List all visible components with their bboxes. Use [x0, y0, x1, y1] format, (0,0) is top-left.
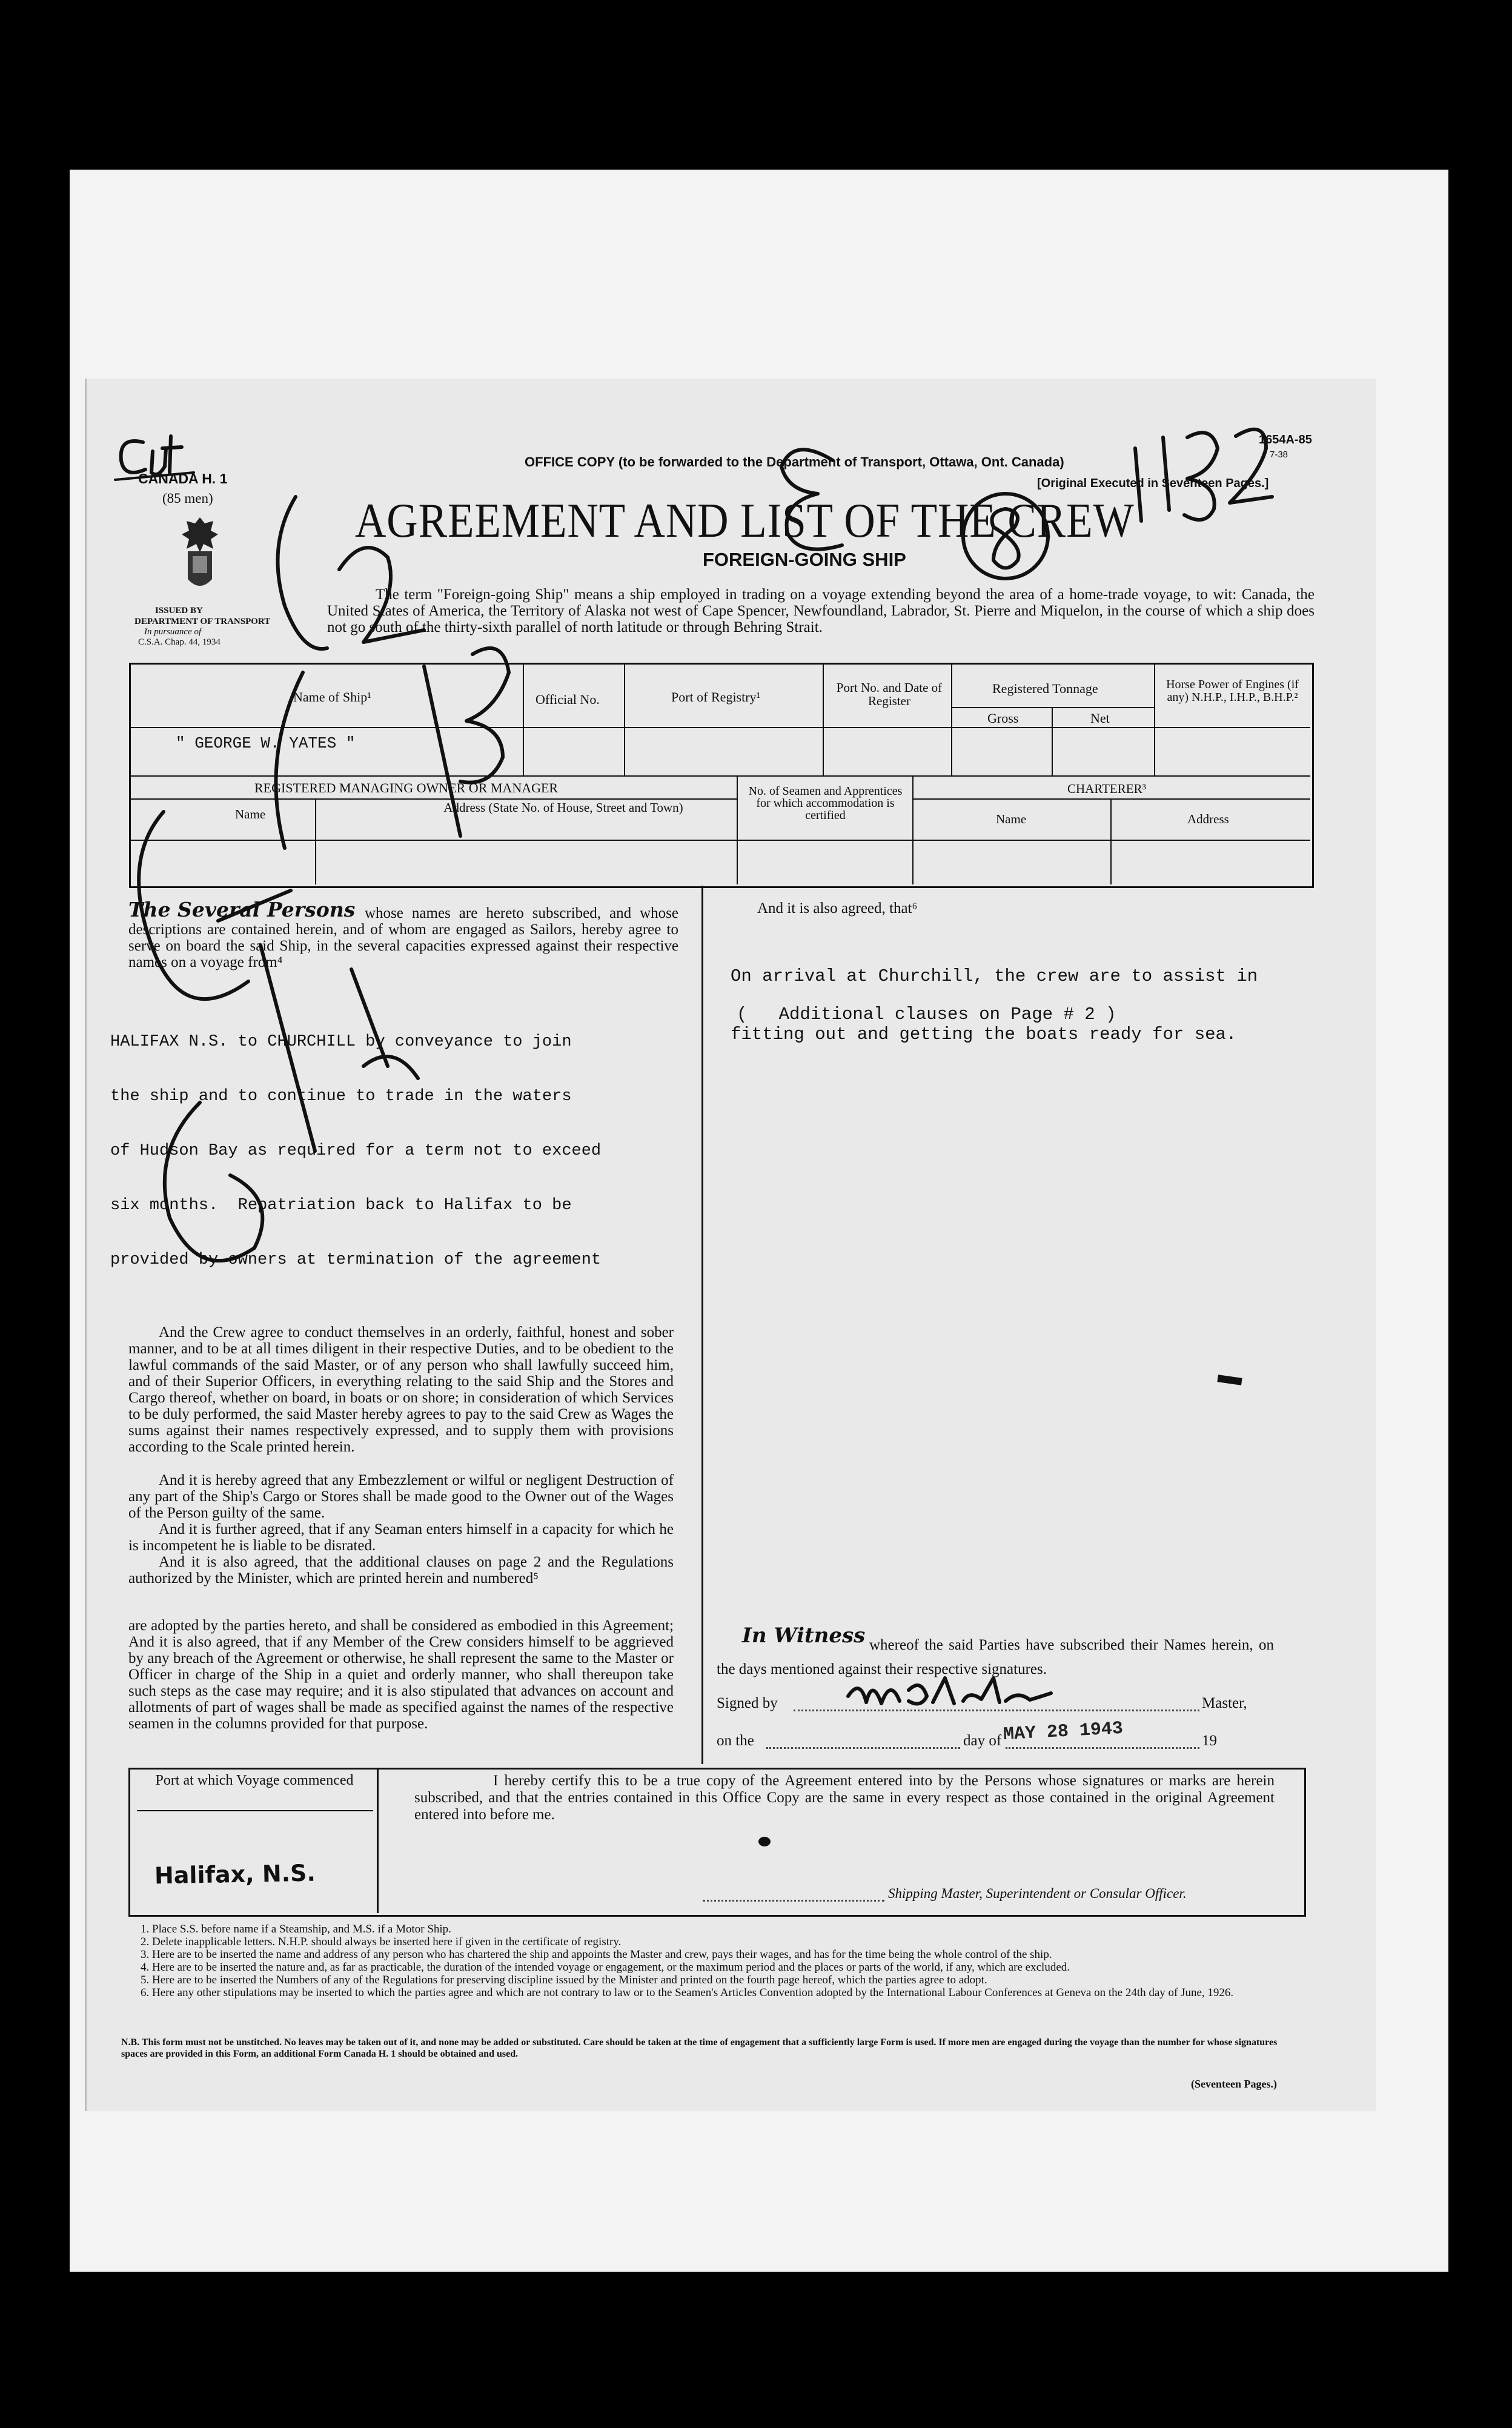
department: DEPARTMENT OF TRANSPORT: [134, 617, 271, 626]
stipulation-line: fitting out and getting the boats ready for sea.: [731, 1024, 1237, 1044]
voyage-line: provided by owners at termination of the agreement: [110, 1251, 602, 1269]
shipping-master-label: Shipping Master, Superintendent or Consular Officer.: [888, 1886, 1187, 1901]
voyage-description: [110, 997, 601, 1287]
form-date: 7-38: [1270, 449, 1288, 460]
ship-name-label: Name of Ship¹: [293, 689, 371, 705]
foreign-going-definition: The term "Foreign-going Ship" means a ship employed in trading on a voyage extending beyond the area of a home-trade voyage, to wit: Canada, the United States of America, the Territory of Alaska not west of Cape Spencer, Newfoundland, Labrador, St. Pierre and Miquelon, in the course of which a ship does not go south of the thirty-sixth parallel of north latitude or through Behring Strait.: [327, 586, 1315, 635]
voyage-line: HALIFAX N.S. to CHURCHILL by conveyance to join: [110, 1033, 572, 1051]
on-the-label: on the: [717, 1733, 754, 1749]
port-date-label: Port No. and Date of Register: [836, 680, 943, 708]
original-executed: [Original Executed in Seventeen Pages.]: [1037, 477, 1269, 490]
port-stamp: Halifax, N.S.: [154, 1859, 316, 1889]
charterer-name-label: Name: [996, 812, 1027, 826]
footnote: 4. Here are to be inserted the nature and, as far as practicable, the duration of the intended voyage or engagement, or the maximum period and the places or parts of the world, if any, which are excluded.: [141, 1961, 1070, 1974]
day-of-label: day of: [963, 1733, 1002, 1749]
seventeen-pages: (Seventeen Pages.): [1191, 2078, 1277, 2090]
voyage-line: of Hudson Bay as required for a term not to exceed: [110, 1142, 602, 1160]
additional-clauses-clause: And it is also agreed, that the additional clauses on page 2 and the Regulations authorized by the Minister, which are printed herein and numbered⁵: [128, 1554, 674, 1587]
charterer-label: CHARTERER³: [1067, 781, 1146, 796]
gross-label: Gross: [987, 711, 1019, 726]
crew-agree-clause: And the Crew agree to conduct themselves in an orderly, faithful, honest and sober manner, and to be at all times diligent in their respective Duties, and to be obedient to the lawful commands of the said Master, or of any person who shall lawfully succeed him, and of their Superior Officers, in everything relating to the said Ship and the Stores and Cargo thereof, whether on board, in boats or on shore; in consideration of which Services to be duly performed, the said Master hereby agrees to pay to the said Crew as Wages the sums against their names respectively expressed, and to supply them with provisions according to the Scale printed herein.: [128, 1324, 674, 1455]
issued-by: ISSUED BY: [155, 606, 203, 615]
stipulation-line: On arrival at Churchill, the crew are to assist in: [731, 966, 1258, 986]
master-label: Master,: [1202, 1695, 1247, 1711]
voyage-line: six months. Repatriation back to Halifax to be: [110, 1196, 572, 1215]
net-label: Net: [1090, 711, 1110, 726]
incompetent-clause: And it is further agreed, that if any Seaman enters himself in a capacity for which he is incompetent he is liable to be disrated.: [128, 1521, 674, 1554]
certification-text: I hereby certify this to be a true copy of the Agreement entered into by the Persons whose signatures or marks are herein subscribed, and that the entries contained in this Office Copy are the same in every respect as those contained in the original Agreement entered into before me.: [414, 1773, 1275, 1823]
voyage-line: the ship and to continue to trade in the waters: [110, 1087, 572, 1106]
month-line: [1006, 1747, 1199, 1749]
signed-by-label: Signed by: [717, 1695, 778, 1711]
witness-text: whereof the said Parties have subscribed their Names herein, on the days mentioned against their respective signatures.: [717, 1637, 1274, 1677]
footnote: 6. Here any other stipulations may be inserted to which the parties agree and which are not contrary to law or to the Seamen's Articles Convention adopted by the International Labour Conferences at Geneva on the 24th day of June, 1926.: [141, 1986, 1234, 1999]
footnote: 3. Here are to be inserted the name and address of any person who has chartered the ship and appoints the Master and crew, pays their wages, and has for the time being the whole control of the ship.: [141, 1948, 1052, 1961]
office-copy-note: OFFICE COPY (to be forwarded to the Department of Transport, Ottawa, Ont. Canada): [525, 454, 1064, 469]
form-number: 1654A-85: [1259, 433, 1312, 446]
also-agreed-label: And it is also agreed, that⁶: [757, 900, 918, 917]
date-stamp: MAY 28 1943: [1003, 1718, 1124, 1746]
owner-address-label: Address (State No. of House, Street and Town): [443, 800, 683, 815]
ship-name-value: " GEORGE W. YATES ": [176, 734, 356, 752]
additional-stipulations: [731, 928, 1258, 1064]
footnote: 5. Here are to be inserted the Numbers of any of the Regulations for preserving discipline issued by the Minister and printed on the fourth page hereof, which the parties agree to adopt.: [141, 1974, 987, 1986]
adopted-clause: are adopted by the parties hereto, and shall be considered as embodied in this Agreement; And it is also agreed, that if any Member of the Crew considers himself to be aggrieved by any breach of the Agreement or otherwise, he shall represent the same to the Master or Officer in charge of the Ship in a quiet and orderly manner, who shall thereupon take such steps as the case may require; and it is also stipulated that advances on account and allotments of part of wages shall be made as specified against the names of the respective seamen in the columns provided for that purpose.: [128, 1617, 674, 1732]
port-commenced-label: Port at which Voyage commenced: [155, 1773, 354, 1788]
charterer-address-label: Address: [1187, 812, 1229, 826]
seamen-accommodation-label: No. of Seamen and Apprentices for which accommodation is certified: [748, 784, 903, 822]
shipping-master-line: [703, 1900, 884, 1902]
document-subtitle: FOREIGN-GOING SHIP: [703, 549, 906, 570]
pursuance: In pursuance of: [144, 627, 202, 637]
owner-name-label: Name: [235, 807, 266, 821]
additional-clauses-note: ( Additional clauses on Page # 2 ): [737, 1004, 1116, 1024]
nb-note: N.B. This form must not be unstitched. No leaves may be taken out of it, and none may be added or substituted. Care should be taken at the time of engagement that a sufficiently large Form is used. If more men are engaged during the voyage than the number for whose signatures spaces are provided in this Form, an additional Form Canada H. 1 should be obtained and used.: [121, 2037, 1278, 2059]
tonnage-label: Registered Tonnage: [992, 681, 1098, 696]
document-title: AGREEMENT AND LIST OF THE CREW: [355, 494, 1135, 548]
owner-label: REGISTERED MANAGING OWNER OR MANAGER: [254, 780, 559, 795]
day-line: [766, 1747, 960, 1749]
year-label: 19: [1202, 1733, 1217, 1749]
horse-power-label: Horse Power of Engines (if any) N.H.P., I.H.P., B.H.P.²: [1166, 678, 1299, 704]
footnote: 1. Place S.S. before name if a Steamship, and M.S. if a Motor Ship.: [141, 1923, 451, 1935]
act-reference: C.S.A. Chap. 44, 1934: [138, 637, 220, 647]
persons-intro: whose names are hereto subscribed, and whose descriptions are contained herein, and of whom are engaged as Sailors, hereby agree to serve on board the said Ship, in the several capacities expressed against their respective names on a voyage from⁴: [128, 905, 678, 970]
signature-line: [794, 1710, 1199, 1711]
several-persons-heading: The Several Persons: [128, 898, 356, 921]
column-divider: [701, 886, 703, 1764]
footnote: 2. Delete inapplicable letters. N.H.P. should always be inserted here if given in the certificate of registry.: [141, 1935, 622, 1948]
form-code: CANADA H. 1: [138, 471, 228, 486]
coat-of-arms-icon: [176, 515, 224, 594]
official-no-label: Official No.: [536, 692, 600, 707]
in-witness-heading: In Witness: [742, 1624, 866, 1648]
men-count: (85 men): [162, 491, 213, 506]
embezzlement-clause: And it is hereby agreed that any Embezzlement or wilful or negligent Destruction of any part of the Ship's Cargo or Stores shall be made good to the Owner out of the Wages of the Person guilty of the same.: [128, 1472, 674, 1521]
port-registry-label: Port of Registry¹: [671, 689, 761, 705]
footnotes: [141, 1923, 1279, 1999]
